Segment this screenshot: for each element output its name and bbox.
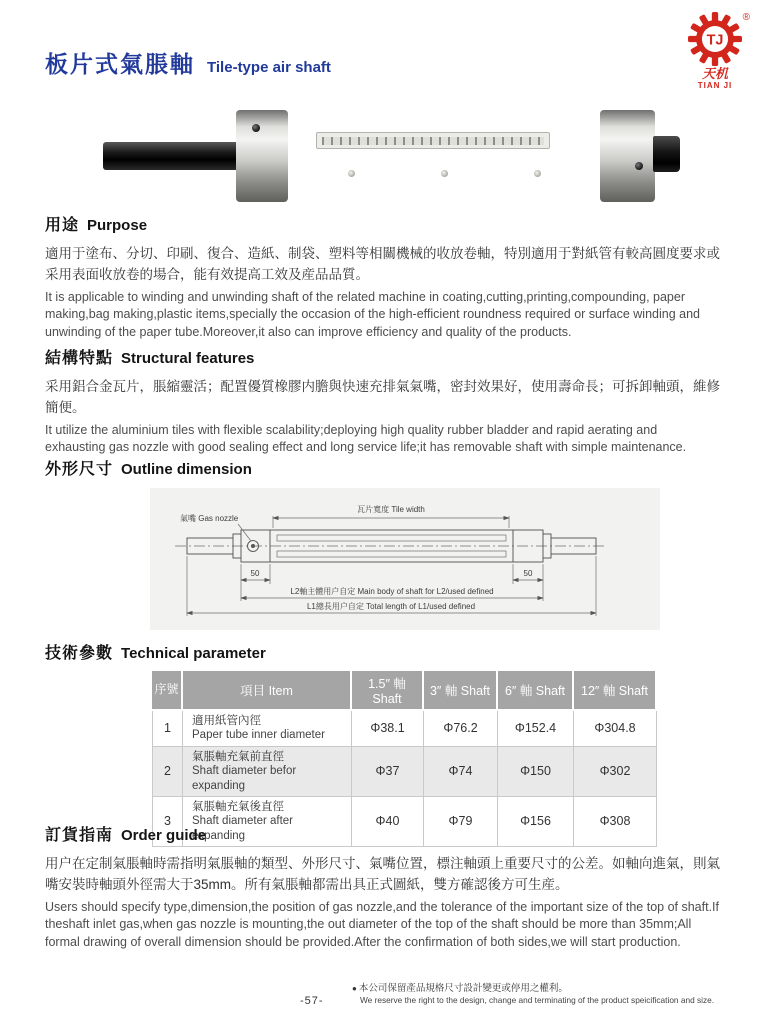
technical-heading-cn: 技術參數 — [45, 645, 114, 662]
footer-note-en: We reserve the right to the design, change and terminating of the product speicification and size. — [360, 995, 715, 1006]
structural-text-cn: 采用鋁合金瓦片，脹縮靈活；配置優質橡膠内膽與快速充排氣氣嘴，密封效果好，使用壽命長；可拆卸軸頭，維修簡便。 — [45, 379, 720, 415]
outline-heading — [45, 456, 720, 479]
gas-nozzle-label: 氣嘴 Gas nozzle — [180, 514, 239, 523]
purpose-text-cn: 適用于塗布、分切、印刷、復合、造紙、制袋、塑料等相關機械的收放卷軸，特別適用于對紙管有較高圓度要求或采用表面收放卷的場合，能有效提高工效及産品品質。 — [45, 246, 720, 282]
photo-shaft-rod — [103, 142, 243, 170]
value-12: Φ302 — [574, 747, 657, 797]
order-heading-en: Order guide — [121, 827, 207, 844]
value-6: Φ152.4 — [498, 711, 574, 747]
gas-nozzle-leader — [238, 524, 251, 541]
order-text-cn: 用户在定制氣脹軸時需指明氣脹軸的類型、外形尺寸、氣嘴位置，標注軸頭上重要尺寸的公差。如軸向進氣，則氣嘴安裝時軸頭外徑需大于35mm。所有氣脹軸都需出具正式圖紙，雙方確認後方可生産。 — [45, 856, 720, 892]
l1-label: L1總長用户自定 Total length of L1/used defined — [306, 602, 476, 611]
footer-note-cn: 本公司保留產品規格尺寸設計變更或停用之權利。 — [358, 983, 568, 994]
photo-right-collar — [600, 110, 655, 202]
item-label-cn: 氣脹軸充氣前直徑 — [192, 750, 284, 763]
row-number: 3 — [152, 797, 183, 847]
order-text-en: Users should specify type,dimension,the position of gas nozzle,and the tolerance of the important size of the top of shaft.If theshaft inlet gas,when gas nozzle is mounting,the out diameter of the top of the shaft should be more than 35mm;All formal drawing of overall dimension should be provided.After the confirmation of both sides,we will start production. — [45, 899, 719, 949]
value-3: Φ79 — [424, 797, 498, 847]
structural-text-en: It utilize the aluminium tiles with flexible scalability;deploying high quality rubber bladder and rapid aerating and exhausting gas nozzle with good sealing effect and long service life;it has removable shaft with simple maintenance. — [45, 422, 687, 455]
page-number: -57- — [300, 995, 324, 1007]
brand-logo — [678, 12, 752, 90]
gas-nozzle-center — [251, 544, 255, 548]
col-header-12-shaft: 12″ 軸 Shaft — [574, 671, 657, 711]
col-header-1_5-shaft: 1.5″ 軸 Shaft — [352, 671, 424, 711]
dim-50-right-label: 50 — [523, 569, 533, 578]
structural-heading-en: Structural features — [121, 350, 255, 367]
value-3: Φ76.2 — [424, 711, 498, 747]
photo-end-nub — [653, 136, 680, 172]
section-outline — [45, 456, 720, 488]
drawing-tile-slot-bottom — [277, 551, 506, 557]
outline-drawing-svg — [150, 488, 660, 630]
drawing-tile-slot-top — [277, 535, 506, 541]
table-row — [152, 747, 657, 797]
footer-note-cn-line — [352, 983, 744, 995]
item-label-en: Shaft diameter befor expanding — [192, 765, 297, 792]
col-header-number: 序號 — [152, 671, 183, 711]
photo-tile-slot — [316, 132, 550, 149]
screw-dot — [252, 124, 260, 132]
technical-parameter-table — [152, 671, 657, 847]
purpose-heading-en: Purpose — [87, 217, 148, 234]
col-header-3-shaft: 3″ 軸 Shaft — [424, 671, 498, 711]
section-purpose — [45, 212, 720, 341]
value-1_5: Φ37 — [352, 747, 424, 797]
item-label-cn: 氣脹軸充氣後直徑 — [192, 800, 284, 813]
structural-heading — [45, 345, 720, 368]
order-heading-cn: 訂貨指南 — [45, 827, 114, 844]
item-label-en: Paper tube inner diameter — [192, 729, 325, 742]
col-header-6-shaft: 6″ 軸 Shaft — [498, 671, 574, 711]
purpose-text-en: It is applicable to winding and unwinding shaft of the related machine in coating,cutting,printing,compounding, paper making,bag making,plastic items,specially the occasion of the high-efficient roundness required or surface winding and unwinding of the paper tube.Moreover,it also can improve efficiency and quality of the products. — [45, 289, 700, 339]
logo-name-cn: 天机 — [701, 66, 728, 81]
table-row — [152, 711, 657, 747]
screw-dot — [348, 170, 355, 177]
value-12: Φ304.8 — [574, 711, 657, 747]
gear-logo-icon — [688, 12, 742, 66]
logo-monogram: TJ — [706, 32, 724, 49]
technical-heading-en: Technical parameter — [121, 645, 266, 662]
outline-heading-cn: 外形尺寸 — [45, 461, 114, 478]
technical-heading — [45, 640, 720, 663]
purpose-heading-cn: 用途 — [45, 217, 80, 234]
structural-heading-cn: 結構特點 — [45, 350, 114, 367]
photo-left-collar — [236, 110, 288, 202]
col-header-item: 項目 Item — [183, 671, 352, 711]
row-item — [183, 747, 352, 797]
tile-width-label: 瓦片寬度 Tile width — [357, 505, 425, 514]
photo-barrel — [286, 112, 600, 200]
page-title-cn: 板片式氣脹軸 — [45, 51, 195, 77]
value-3: Φ74 — [424, 747, 498, 797]
l2-label: L2軸主體用户自定 Main body of shaft for L2/used defined — [290, 587, 494, 596]
outline-heading-en: Outline dimension — [121, 461, 252, 478]
section-order-guide — [45, 822, 720, 951]
screw-dot — [534, 170, 541, 177]
outline-drawing — [150, 488, 660, 630]
row-number: 1 — [152, 711, 183, 747]
screw-dot — [441, 170, 448, 177]
bullet-icon: ● — [352, 984, 357, 993]
page-title-en: Tile-type air shaft — [207, 59, 331, 76]
value-1_5: Φ40 — [352, 797, 424, 847]
value-6: Φ150 — [498, 747, 574, 797]
value-1_5: Φ38.1 — [352, 711, 424, 747]
purpose-heading — [45, 212, 720, 235]
dim-50-left-label: 50 — [250, 569, 260, 578]
screw-dot — [635, 162, 643, 170]
row-item — [183, 711, 352, 747]
logo-name-en: TIAN JI — [697, 81, 733, 91]
order-heading — [45, 822, 720, 845]
footer-note — [352, 983, 744, 1006]
section-technical — [45, 640, 720, 672]
value-12: Φ308 — [574, 797, 657, 847]
item-label-cn: 適用紙管內徑 — [192, 715, 261, 727]
item-label-en: Shaft diameter after expanding — [192, 815, 293, 842]
product-photo — [103, 110, 683, 202]
registered-mark: ® — [742, 12, 750, 23]
section-structural — [45, 345, 720, 457]
value-6: Φ156 — [498, 797, 574, 847]
page-title — [45, 46, 331, 79]
table-header-row — [152, 671, 657, 711]
row-number: 2 — [152, 747, 183, 797]
